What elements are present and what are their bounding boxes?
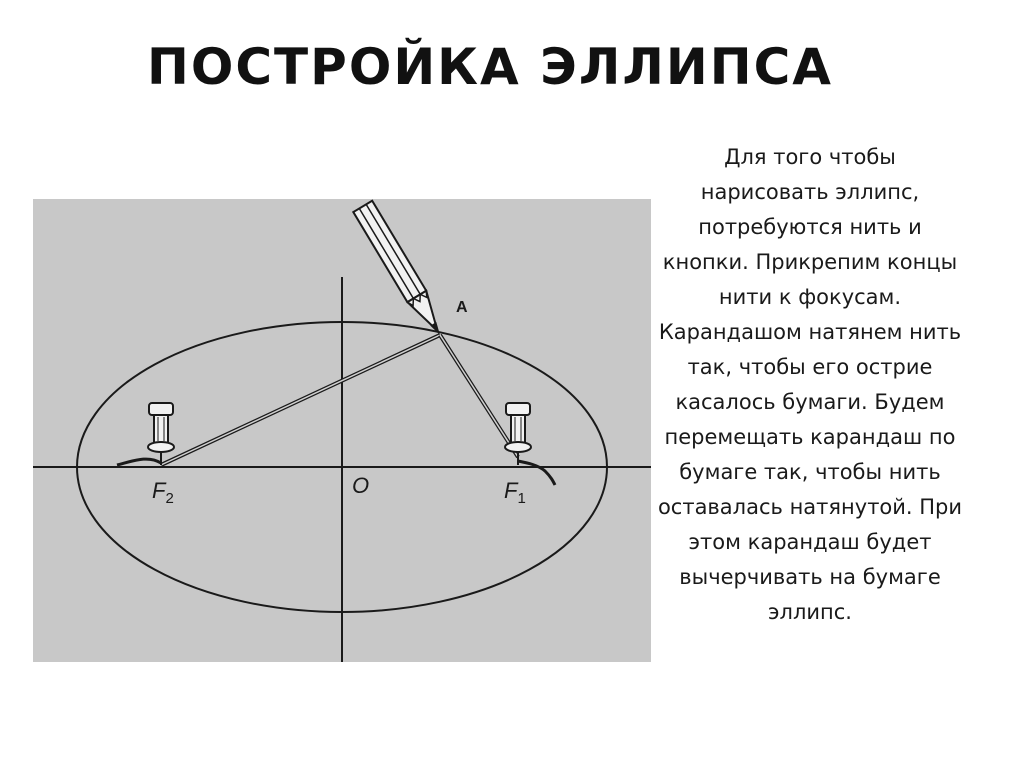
description-text xyxy=(600,140,1020,630)
point-a-label: A xyxy=(456,299,468,316)
focus-f1-label: $F_1$ xyxy=(504,478,526,507)
slide-title: ПОСТРОЙКА ЭЛЛИПСА xyxy=(147,38,833,96)
description-line: оставалась натянутой. При xyxy=(657,495,963,519)
description-line: вычерчивать на бумаге xyxy=(679,565,941,589)
ellipse-construction-diagram xyxy=(33,199,651,662)
focus-f2-label: $F_2$ xyxy=(152,478,174,507)
description-line: этом карандаш будет xyxy=(688,530,932,554)
description-line: касалось бумаги. Будем xyxy=(675,390,945,414)
description-line: Для того чтобы xyxy=(724,145,896,169)
origin-label: O xyxy=(352,473,370,498)
description-line: нити к фокусам. xyxy=(718,285,902,309)
description-line: перемещать карандаш по xyxy=(664,425,956,449)
description-line: Карандашом натянем нить xyxy=(658,320,962,344)
description-line: бумаге так, чтобы нить xyxy=(679,460,941,484)
description-line: потребуются нить и xyxy=(698,215,922,239)
description-line: кнопки. Прикрепим концы xyxy=(662,250,958,274)
description-line: эллипс. xyxy=(768,600,852,624)
description-line: нарисовать эллипс, xyxy=(700,180,920,204)
description-line: так, чтобы его острие xyxy=(687,355,933,379)
